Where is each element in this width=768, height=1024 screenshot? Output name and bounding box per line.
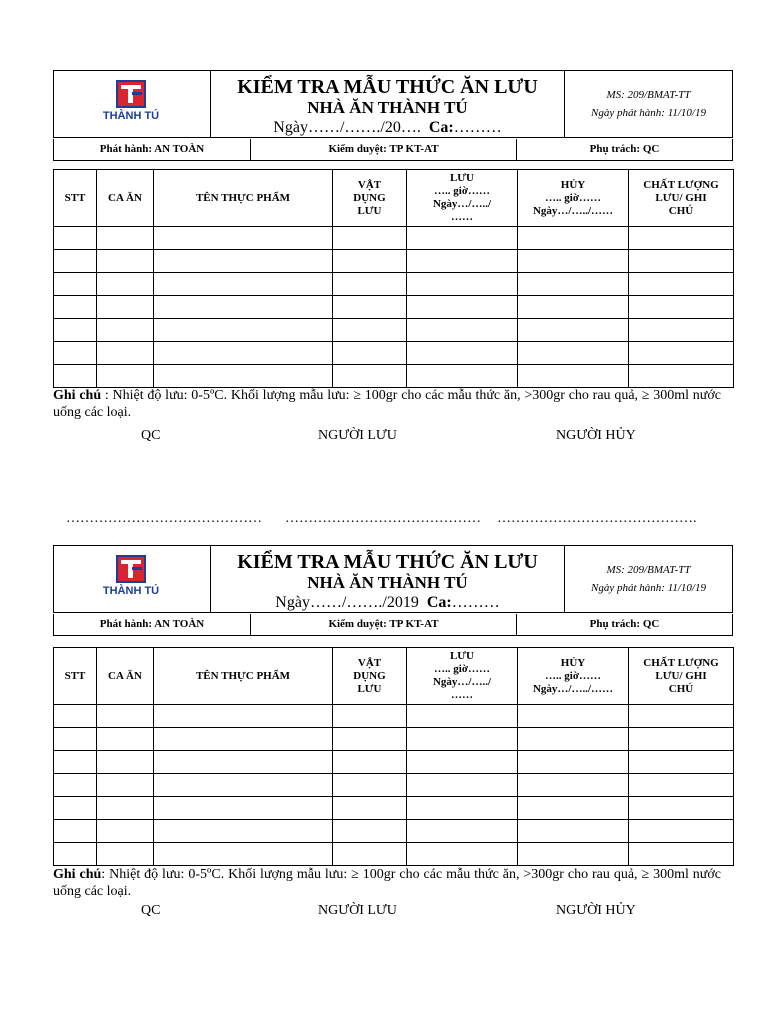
- table-cell[interactable]: [407, 820, 518, 843]
- table-cell[interactable]: [407, 273, 518, 296]
- date-field: Ngày……/……./2019: [275, 594, 419, 611]
- table-row: [54, 273, 734, 296]
- col-huy: HỦY ….. giờ…… Ngày…/…../……: [518, 170, 629, 227]
- issued-by: Phát hành: AN TOÀN: [53, 139, 251, 161]
- note-label: Ghi chú: [53, 867, 102, 882]
- logo-cell: [53, 545, 211, 613]
- note: [53, 387, 721, 421]
- ms-cell: [564, 70, 733, 138]
- table-cell[interactable]: [407, 797, 518, 820]
- table-cell[interactable]: [518, 843, 629, 866]
- sample-table: [53, 647, 734, 866]
- form-code: MS: 209/BMAT-TT: [606, 564, 691, 576]
- date-shift-line: [211, 593, 564, 613]
- table-cell[interactable]: [154, 797, 333, 820]
- issued-by: Phát hành: AN TOÀN: [53, 614, 251, 636]
- sample-table: [53, 169, 734, 388]
- table-cell[interactable]: [54, 296, 97, 319]
- col-ten-thuc-pham: TÊN THỰC PHẨM: [154, 170, 333, 227]
- separator-dots-3: …………………………………….: [497, 511, 697, 526]
- table-cell[interactable]: [154, 296, 333, 319]
- col-huy: HỦY ….. giờ…… Ngày…/…../……: [518, 648, 629, 705]
- col-vat-dung-luu: VẬT DỤNG LƯU: [333, 170, 407, 227]
- sign-disposer: NGƯỜI HỦY: [556, 428, 636, 443]
- table-cell[interactable]: [54, 820, 97, 843]
- table-cell[interactable]: [97, 705, 154, 728]
- table-row: [54, 342, 734, 365]
- table-body: [54, 227, 734, 388]
- table-cell[interactable]: [629, 728, 734, 751]
- table-cell[interactable]: [518, 705, 629, 728]
- table-cell[interactable]: [629, 843, 734, 866]
- table-cell[interactable]: [629, 774, 734, 797]
- table-cell[interactable]: [518, 797, 629, 820]
- logo-cell: [53, 70, 211, 138]
- form-code: MS: 209/BMAT-TT: [606, 89, 691, 101]
- shift-dots: ………: [451, 594, 500, 611]
- table-cell[interactable]: [629, 820, 734, 843]
- table-cell[interactable]: [333, 273, 407, 296]
- col-vat-dung-luu: VẬT DỤNG LƯU: [333, 648, 407, 705]
- table-cell[interactable]: [97, 820, 154, 843]
- in-charge: Phụ trách: QC: [516, 614, 733, 636]
- table-cell[interactable]: [518, 774, 629, 797]
- table-row: [54, 751, 734, 774]
- table-cell[interactable]: [629, 273, 734, 296]
- form-2: [53, 545, 733, 925]
- col-ten-thuc-pham: TÊN THỰC PHẨM: [154, 648, 333, 705]
- col-chat-luong: CHẤT LƯỢNG LƯU/ GHI CHÚ: [629, 648, 734, 705]
- table-cell[interactable]: [407, 227, 518, 250]
- table-body: [54, 705, 734, 866]
- table-cell[interactable]: [518, 820, 629, 843]
- table-cell[interactable]: [54, 227, 97, 250]
- table-cell[interactable]: [97, 797, 154, 820]
- table-cell[interactable]: [333, 774, 407, 797]
- logo-mark-icon: [116, 555, 146, 583]
- table-cell[interactable]: [97, 296, 154, 319]
- shift-dots: ………: [453, 119, 502, 136]
- table-cell[interactable]: [518, 227, 629, 250]
- table-row: [54, 296, 734, 319]
- reviewed-by: Kiểm duyệt: TP KT-AT: [250, 139, 517, 161]
- col-luu: LƯU ….. giờ…… Ngày…/…../ ……: [407, 170, 518, 227]
- table-row: [54, 820, 734, 843]
- form-header: [53, 545, 733, 614]
- form-header: [53, 70, 733, 139]
- table-cell[interactable]: [97, 843, 154, 866]
- sign-qc: QC: [141, 903, 161, 918]
- separator-dots-2: ……………………………………: [285, 511, 481, 526]
- ms-cell: [564, 545, 733, 613]
- table-cell[interactable]: [407, 843, 518, 866]
- table-cell[interactable]: [407, 342, 518, 365]
- table-cell[interactable]: [407, 774, 518, 797]
- table-cell[interactable]: [333, 227, 407, 250]
- table-cell[interactable]: [54, 797, 97, 820]
- table-cell[interactable]: [518, 273, 629, 296]
- table-header-row: [54, 170, 734, 227]
- col-luu: LƯU ….. giờ…… Ngày…/…../ ……: [407, 648, 518, 705]
- sign-saver: NGƯỜI LƯU: [318, 428, 397, 443]
- date-field: Ngày……/……./20….: [273, 119, 421, 136]
- table-cell[interactable]: [629, 797, 734, 820]
- table-cell[interactable]: [154, 365, 333, 388]
- table-cell[interactable]: [333, 365, 407, 388]
- title-cell: [210, 545, 565, 613]
- table-cell[interactable]: [97, 365, 154, 388]
- company-logo: [92, 80, 170, 126]
- approval-row: [53, 139, 733, 161]
- table-cell[interactable]: [333, 250, 407, 273]
- in-charge: Phụ trách: QC: [516, 139, 733, 161]
- form-subtitle: NHÀ ĂN THÀNH TÚ: [307, 573, 468, 592]
- table-cell[interactable]: [629, 365, 734, 388]
- table-header-row: [54, 648, 734, 705]
- table-cell[interactable]: [54, 843, 97, 866]
- table-cell[interactable]: [333, 342, 407, 365]
- table-cell[interactable]: [333, 797, 407, 820]
- table-cell[interactable]: [629, 227, 734, 250]
- separator-dots-1: ……………………………………: [66, 511, 262, 526]
- table-cell[interactable]: [333, 319, 407, 342]
- table-cell[interactable]: [97, 774, 154, 797]
- table-cell[interactable]: [154, 342, 333, 365]
- form-title: KIỂM TRA MẪU THỨC ĂN LƯU: [237, 551, 538, 573]
- table-row: [54, 250, 734, 273]
- table-cell[interactable]: [407, 751, 518, 774]
- table-cell[interactable]: [154, 751, 333, 774]
- table-cell[interactable]: [54, 250, 97, 273]
- table-cell[interactable]: [154, 319, 333, 342]
- table-row: [54, 843, 734, 866]
- note-label: Ghi chú: [53, 388, 102, 403]
- table-cell[interactable]: [518, 728, 629, 751]
- table-row: [54, 797, 734, 820]
- table-cell[interactable]: [97, 728, 154, 751]
- col-chat-luong: CHẤT LƯỢNG LƯU/ GHI CHÚ: [629, 170, 734, 227]
- table-cell[interactable]: [54, 751, 97, 774]
- table-cell[interactable]: [154, 227, 333, 250]
- logo-text: THÀNH TÚ: [102, 110, 160, 122]
- table-cell[interactable]: [54, 365, 97, 388]
- date-shift-line: [211, 118, 564, 138]
- table-row: [54, 728, 734, 751]
- table-cell[interactable]: [54, 273, 97, 296]
- table-cell[interactable]: [333, 843, 407, 866]
- table-cell[interactable]: [333, 728, 407, 751]
- table-cell[interactable]: [333, 751, 407, 774]
- company-logo: [92, 555, 170, 601]
- table-cell[interactable]: [97, 342, 154, 365]
- table-cell[interactable]: [333, 296, 407, 319]
- note: [53, 866, 721, 900]
- sign-qc: QC: [141, 428, 161, 443]
- table-row: [54, 227, 734, 250]
- issue-date: Ngày phát hành: 11/10/19: [591, 582, 706, 594]
- table-cell[interactable]: [154, 820, 333, 843]
- table-cell[interactable]: [154, 705, 333, 728]
- table-cell[interactable]: [518, 342, 629, 365]
- table-cell[interactable]: [629, 250, 734, 273]
- table-cell[interactable]: [407, 319, 518, 342]
- table-cell[interactable]: [154, 843, 333, 866]
- table-cell[interactable]: [54, 342, 97, 365]
- table-cell[interactable]: [629, 296, 734, 319]
- form-1: [53, 70, 733, 443]
- table-cell[interactable]: [407, 365, 518, 388]
- table-cell[interactable]: [54, 728, 97, 751]
- table-row: [54, 705, 734, 728]
- table-cell[interactable]: [97, 751, 154, 774]
- table-cell[interactable]: [97, 250, 154, 273]
- table-cell[interactable]: [97, 273, 154, 296]
- sign-saver: NGƯỜI LƯU: [318, 903, 397, 918]
- col-ca-an: CA ĂN: [97, 170, 154, 227]
- table-cell[interactable]: [154, 250, 333, 273]
- table-cell[interactable]: [154, 774, 333, 797]
- col-ca-an: CA ĂN: [97, 648, 154, 705]
- note-text: : Nhiệt độ lưu: 0-5ºC. Khối lượng mẫu lưu: ≥ 100gr cho các mẫu thức ăn, >300gr cho rau quả, ≥ 300ml nước uống các loại.: [53, 867, 721, 899]
- form-title: KIỂM TRA MẪU THỨC ĂN LƯU: [237, 76, 538, 98]
- shift-label: Ca:: [428, 119, 454, 136]
- logo-text: THÀNH TÚ: [102, 585, 160, 597]
- table-cell[interactable]: [518, 365, 629, 388]
- table-cell[interactable]: [518, 296, 629, 319]
- approval-row: [53, 614, 733, 636]
- table-cell[interactable]: [97, 319, 154, 342]
- note-text: : Nhiệt độ lưu: 0-5ºC. Khối lượng mẫu lưu: ≥ 100gr cho các mẫu thức ăn, >300gr cho rau quả, ≥ 300ml nước uống các loại.: [53, 388, 721, 420]
- table-cell[interactable]: [407, 705, 518, 728]
- col-stt: STT: [54, 170, 97, 227]
- table-cell[interactable]: [518, 751, 629, 774]
- title-cell: [210, 70, 565, 138]
- table-cell[interactable]: [518, 319, 629, 342]
- table-cell[interactable]: [629, 342, 734, 365]
- reviewed-by: Kiểm duyệt: TP KT-AT: [250, 614, 517, 636]
- table-cell[interactable]: [333, 820, 407, 843]
- table-cell[interactable]: [629, 751, 734, 774]
- table-cell[interactable]: [407, 296, 518, 319]
- table-cell[interactable]: [629, 319, 734, 342]
- table-row: [54, 365, 734, 388]
- logo-mark-icon: [116, 80, 146, 108]
- issue-date: Ngày phát hành: 11/10/19: [591, 107, 706, 119]
- table-row: [54, 774, 734, 797]
- table-cell[interactable]: [97, 227, 154, 250]
- table-cell[interactable]: [54, 319, 97, 342]
- table-row: [54, 319, 734, 342]
- col-stt: STT: [54, 648, 97, 705]
- table-cell[interactable]: [629, 705, 734, 728]
- form-subtitle: NHÀ ĂN THÀNH TÚ: [307, 98, 468, 117]
- table-cell[interactable]: [154, 273, 333, 296]
- table-cell[interactable]: [407, 250, 518, 273]
- table-cell[interactable]: [518, 250, 629, 273]
- table-cell[interactable]: [54, 705, 97, 728]
- table-cell[interactable]: [333, 705, 407, 728]
- table-cell[interactable]: [407, 728, 518, 751]
- sign-disposer: NGƯỜI HỦY: [556, 903, 636, 918]
- shift-label: Ca:: [426, 594, 452, 611]
- table-cell[interactable]: [54, 774, 97, 797]
- table-cell[interactable]: [154, 728, 333, 751]
